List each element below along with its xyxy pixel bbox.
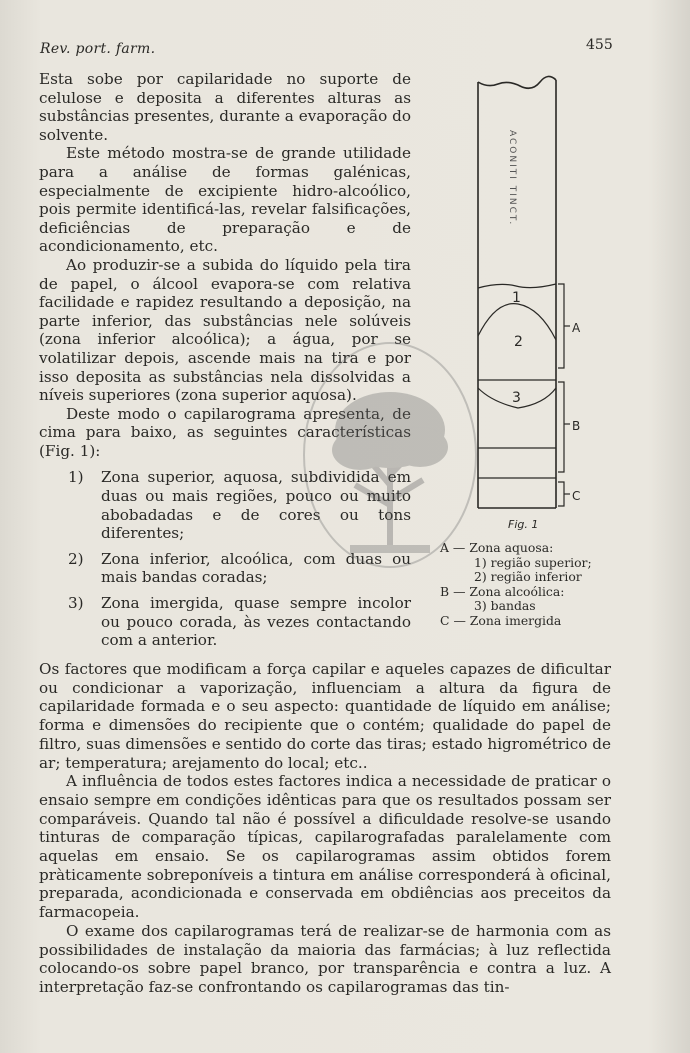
figure-caption: Fig. 1	[508, 518, 539, 531]
paragraph-1: Esta sobe por capilaridade no suporte de celulose e deposita a diferentes alturas as substâncias presentes, durante a evaporação do solvente.	[39, 70, 411, 144]
legend-text: 3) bandas	[474, 598, 536, 614]
legend-text: — Zona alcoólica:	[453, 583, 565, 599]
page-number: 455	[586, 37, 613, 53]
legend-text: — Zona imergida	[453, 612, 562, 628]
bracket-b-label: B	[572, 419, 581, 433]
legend-text: 1) região superior;	[474, 554, 592, 570]
list-text: Zona imergida, quase sempre incolor ou pouco corada, às vezes contactando com a anterior.	[101, 594, 411, 650]
legend-row	[440, 541, 620, 556]
list-number: 2)	[68, 549, 84, 568]
paragraph-7: O exame dos capilarogramas terá de realizar-se de harmonia com as possibilidades de instalação da maioria das farmácias; à luz reflectida colocando-os sobre papel branco, por transparência e contra a luz. A interpretação faz-se confrontando os capilarogramas das tin-	[39, 921, 611, 996]
list-item	[39, 594, 411, 650]
paragraph-5: Os factores que modificam a força capilar e aqueles capazes de dificultar ou condicionar a vaporização, influenciam a altura da figura de capilaridade formada e o seu aspecto: quantidade de líquido em análise; forma e dimensões do recipiente que o contém; qualidade do papel de filtro, suas dimensões e sentido do corte das tiras; estado higrométrico de ar; temperatura; arejamento do local; etc..	[39, 660, 611, 772]
legend-row	[440, 614, 620, 629]
legend-row	[440, 599, 620, 614]
list-text: Zona superior, aquosa, subdividida em duas ou mais regiões, pouco ou muito abobadadas e de cores ou tons diferentes;	[101, 468, 411, 543]
zone-boundaries	[478, 284, 556, 478]
legend-row	[440, 570, 620, 585]
zone-brackets	[558, 284, 570, 506]
zone-list	[39, 468, 411, 649]
paragraph-4: Deste modo o capilarograma apresenta, de cima para baixo, as seguintes características (Fig. 1):	[39, 404, 411, 460]
figure-legend	[440, 541, 620, 629]
legend-text: — Zona aquosa:	[452, 540, 554, 555]
legend-row	[440, 556, 620, 571]
list-item	[39, 550, 411, 587]
strip-label: ACONITI TINCT.	[507, 130, 517, 227]
legend-row	[440, 585, 620, 600]
list-number: 1)	[68, 468, 84, 487]
full-width-text	[39, 660, 611, 997]
bracket-c-label: C	[572, 489, 581, 503]
band-3-mark: 3	[512, 390, 521, 406]
legend-key: B	[440, 583, 450, 599]
region-2-mark: 2	[514, 334, 523, 350]
paragraph-3: Ao produzir-se a subida do líquido pela tira de papel, o álcool evapora-se com relativa facilidade e rapidez resultando a deposição, na parte inferior, das substâncias nele solúveis (zona inferior alcoólica); a água, por se volatilizar depois, ascende mais na tira e por isso deposita as substâncias nela dissolvidas a níveis superiores (zona superior aquosa).	[39, 255, 411, 405]
bracket-a-label: A	[572, 321, 581, 335]
paragraph-2: Este método mostra-se de grande utilidade para a análise de formas galénicas, especialmente de excipiente hidro-alcoólico, pois permite identificá-las, revelar falsificações, deficiências de preparação e de acondicionamento, etc.	[39, 144, 411, 256]
list-number: 3)	[68, 594, 84, 613]
paragraph-6: A influência de todos estes factores indica a necessidade de praticar o ensaio sempre em condições idênticas para que os resultados possam ser comparáveis. Quando tal não é possível a dificuldade resolve-se usando tinturas de comparação típicas, capilarografadas paralelamente com aquelas em ensaio. Se os capilarogramas assim obtidos forem pràticamente sobreponíveis a tintura em análise corresponderá à oficinal, preparada, acondicionada e conservada em obdiências aos preceitos da farmacopeia.	[39, 772, 611, 922]
legend-key: A	[440, 540, 449, 555]
legend-key: C	[440, 612, 450, 628]
region-1-mark: 1	[512, 290, 521, 306]
journal-header: Rev. port. farm.	[40, 41, 156, 57]
list-item	[39, 468, 411, 542]
list-text: Zona inferior, alcoólica, com duas ou mais bandas coradas;	[101, 549, 411, 587]
capillarogram-figure	[440, 70, 600, 540]
legend-text: 2) região inferior	[474, 569, 582, 585]
left-column	[39, 70, 411, 657]
